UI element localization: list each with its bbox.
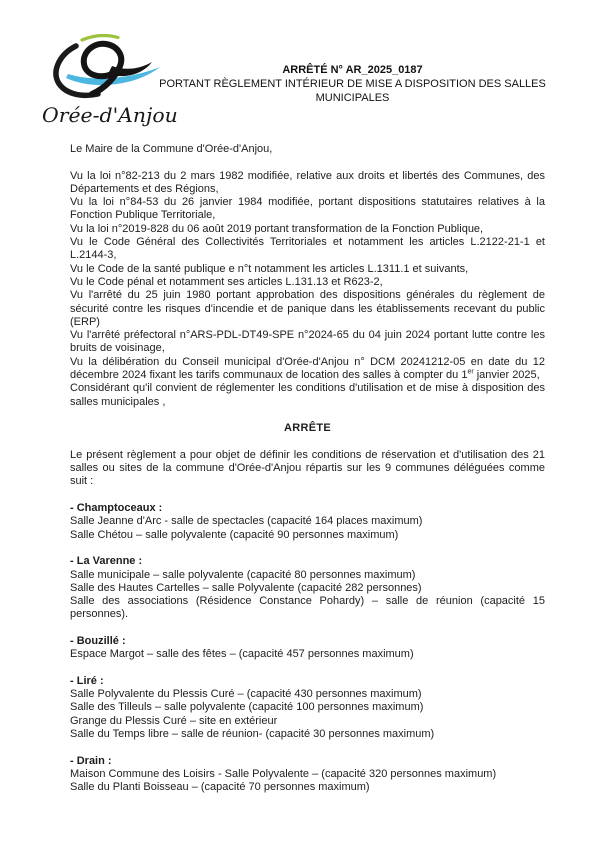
spacer (70, 741, 545, 754)
venue-item: Salle du Planti Boisseau – (capacité 70 personnes maximum) (70, 781, 370, 794)
deliberation-text-start: Vu la délibération du Conseil municipal d'Orée-d'Anjou n° DCM 20241212-05 en date du 12 décembre 2024 fixant les tarifs communaux de location des salles à compter du 1 (70, 355, 545, 382)
decree-number: ARRÊTÉ N° AR_2025_0187 (282, 64, 423, 76)
venue-item: Salle Chétou – salle polyvalente (capacité 90 personnes maximum) (70, 528, 399, 541)
spacer (70, 542, 545, 555)
spacer (70, 436, 545, 449)
section-header-la-varenne: - La Varenne : (70, 555, 143, 568)
recital-arrete-prefectoral: Vu l'arrêté préfectoral n°ARS-PDL-DT49-SPE n°2024-65 du 04 juin 2024 portant lutte contre les bruits de voisinage, (70, 329, 545, 355)
venue-item: Salle des Tilleuls – salle polyvalente (capacité 100 personnes maximum) (70, 701, 424, 714)
venue-item: Grange du Plessis Curé – site en extérieur (70, 714, 278, 727)
recital-code-penal: Vu le Code pénal et notamment ses articles L.131.13 et R623-2, (70, 275, 383, 288)
spacer (70, 489, 545, 502)
venue-item: Salle municipale – salle polyvalente (capacité 80 personnes maximum) (70, 568, 416, 581)
section-header-drain: - Drain : (70, 754, 112, 767)
oree-danjou-logo (42, 32, 178, 127)
salutation: Le Maire de la Commune d'Orée-d'Anjou, (70, 143, 273, 155)
section-header-lire: - Liré : (70, 674, 104, 687)
section-header-bouzille: - Bouzillé : (70, 634, 126, 647)
document-body (70, 143, 545, 795)
recital-cgct: Vu le Code Général des Collectivités Territoriales et notamment les articles L.2122-21-1 et L.2144-3, (70, 236, 545, 262)
venue-item: Salle du Temps libre – salle de réunion- (capacité 30 personnes maximum) (70, 728, 435, 741)
recital-law-1982: Vu la loi n°82-213 du 2 mars 1982 modifiée, relative aux droits et libertés des Communes, des Départements et des Régions, (70, 169, 545, 195)
arrete-heading: ARRÊTE (283, 422, 332, 435)
venue-item: Maison Commune des Loisirs - Salle Polyvalente – (capacité 320 personnes maximum) (70, 767, 497, 780)
recital-code-sante: Vu le Code de la santé publique e n°t notamment les articles L.1311.1 et suivants, (70, 262, 469, 275)
logo-mark-icon (42, 32, 166, 102)
section-header-champtoceaux: - Champtoceaux : (70, 502, 163, 515)
venue-item: Salle des Hautes Cartelles – salle Polyvalente (capacité 282 personnes) (70, 581, 422, 594)
leaf-arc (82, 36, 118, 41)
recital-law-1984: Vu la loi n°84-53 du 26 janvier 1984 modifiée, portant dispositions statutaires relatives à la Fonction Publique Territoriale, (70, 196, 545, 222)
ordinal-superscript: er (467, 368, 474, 376)
document-title (158, 63, 547, 105)
spacer (70, 409, 545, 422)
recital-law-2019: Vu la loi n°2019-828 du 06 août 2019 portant transformation de la Fonction Publique, (70, 222, 484, 235)
venue-item: Espace Margot – salle des fêtes – (capacité 457 personnes maximum) (70, 648, 414, 661)
venue-item: Salle Jeanne d'Arc - salle de spectacles (capacité 164 places maximum) (70, 515, 423, 528)
deliberation-text-end: janvier 2025, (473, 369, 540, 382)
recital-deliberation (70, 356, 545, 383)
spacer (70, 156, 545, 169)
decree-subject: PORTANT RÈGLEMENT INTÉRIEUR DE MISE A DISPOSITION DES SALLES MUNICIPALES (159, 78, 546, 104)
outer-arc (56, 46, 98, 95)
logo-wordmark: Orée-d'Anjou (42, 103, 178, 127)
intro-paragraph: Le présent règlement a pour objet de définir les conditions de réservation et d'utilisation des 21 salles ou sites de la commune d'Orée-d'Anjou répartis sur les 9 communes déléguées comme suit : (70, 448, 545, 488)
spacer (70, 662, 545, 675)
spacer (70, 622, 545, 635)
considerant: Considérant qu'il convient de réglementer les conditions d'utilisation et de mise à disposition des salles municipales , (70, 382, 545, 408)
recital-arrete-1980: Vu l'arrêté du 25 juin 1980 portant approbation des dispositions générales du règlement de sécurité contre les risques d'incendie et de panique dans les établissements recevant du public (ERP) (70, 289, 545, 328)
venue-item: Salle Polyvalente du Plessis Curé – (capacité 430 personnes maximum) (70, 688, 422, 701)
venue-item: Salle des associations (Résidence Constance Pohardy) – salle de réunion (capacité 15 personnes). (70, 595, 545, 621)
